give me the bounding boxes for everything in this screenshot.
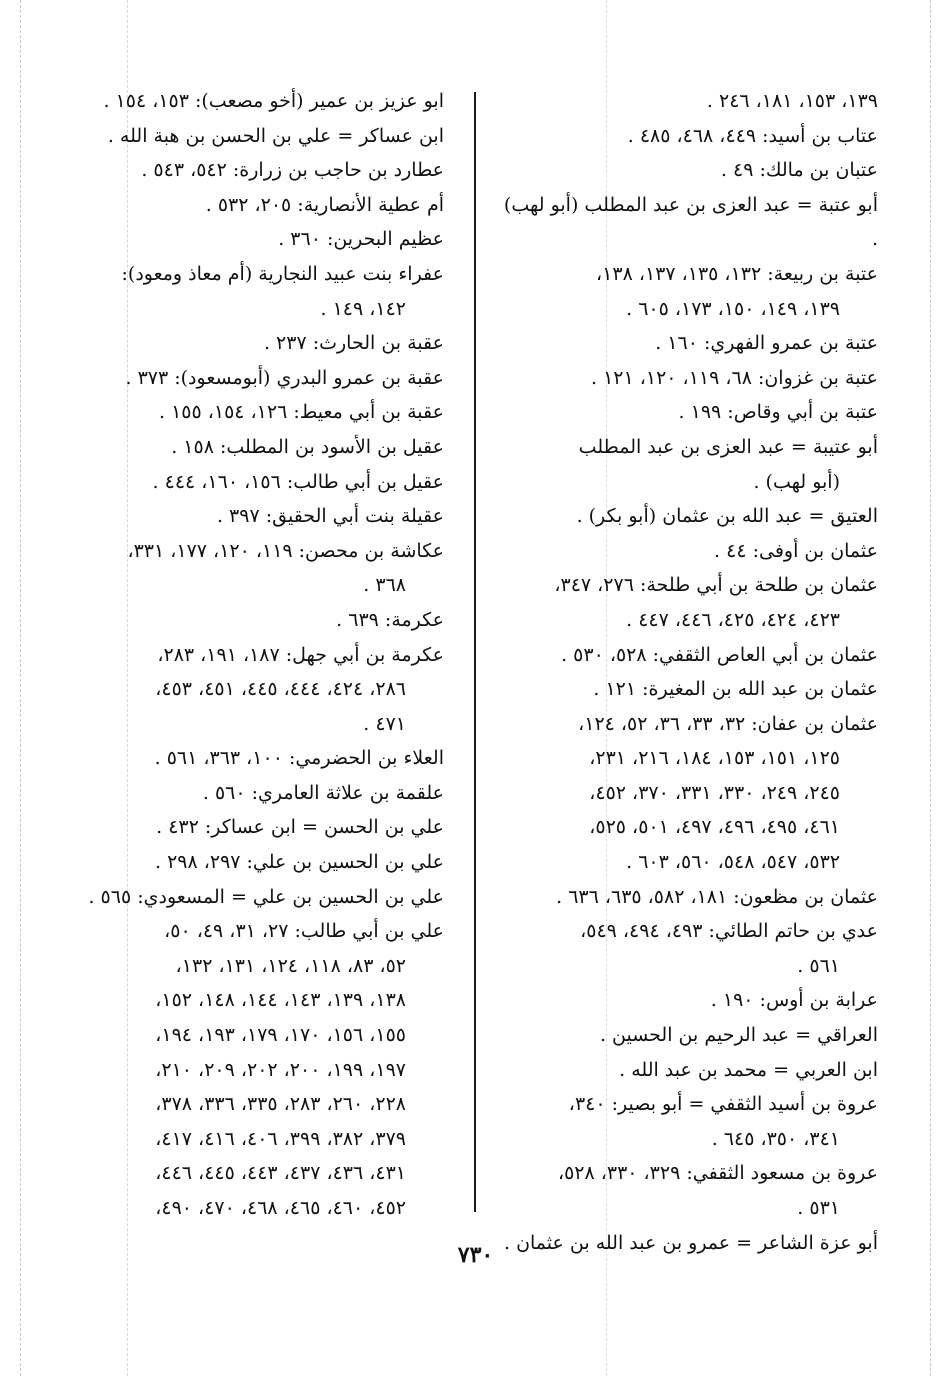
entry-line: عقيل بن الأسود بن المطلب: ١٥٨ . xyxy=(171,435,444,458)
entry-continuation-line: ١٢٥، ١٥١، ١٥٣، ١٨٤، ٢١٦، ٢٣١، xyxy=(589,747,840,770)
entry-line: عثمان بن عبد الله بن المغيرة: ١٢١ . xyxy=(593,678,878,701)
entry-line: علي بن الحسين بن علي: ٢٩٧، ٢٩٨ . xyxy=(154,851,444,874)
index-entry xyxy=(500,499,878,534)
entry-line: عكرمة بن أبي جهل: ١٨٧، ١٩١، ٢٨٣، xyxy=(157,643,444,666)
index-entry xyxy=(500,638,878,673)
index-entry xyxy=(500,672,878,707)
entry-continuation-line: ٥٣٢، ٥٤٧، ٥٤٨، ٥٦٠، ٦٠٣ . xyxy=(626,851,840,874)
index-entry xyxy=(66,534,444,603)
index-entry xyxy=(500,188,878,257)
entry-line: ابن عساكر = علي بن الحسن بن هبة الله . xyxy=(107,124,444,147)
index-entry xyxy=(500,568,878,637)
entry-line: عثمان بن عفان: ٣٢، ٣٣، ٣٦، ٥٢، ١٢٤، xyxy=(578,712,878,735)
entry-line: عتبة بن أبي وقاص: ١٩٩ . xyxy=(678,401,878,424)
entry-line: عثمان بن أبي العاص الثقفي: ٥٢٨، ٥٣٠ . xyxy=(561,643,878,666)
entry-continuation-line: ٥٦١ . xyxy=(797,954,840,977)
entry-continuation-line: ١٣٨، ١٣٩، ١٤٣، ١٤٤، ١٤٨، ١٥٢، xyxy=(155,989,406,1012)
entry-line: ابو عزيز بن عمير (أخو مصعب): ١٥٣، ١٥٤ . xyxy=(103,90,444,112)
entry-continuation-line: ٢٢٨، ٢٦٠، ٢٨٣، ٣٣٥، ٣٣٦، ٣٧٨، xyxy=(155,1093,406,1116)
entry-line: أبو عتيبة = عبد العزى بن عبد المطلب xyxy=(578,435,878,458)
entry-line: عرابة بن أوس: ١٩٠ . xyxy=(710,989,878,1012)
entry-line: عقيل بن أبي طالب: ١٥٦، ١٦٠، ٤٤٤ . xyxy=(152,470,444,493)
index-column-left xyxy=(66,84,444,1226)
entry-line: عكرمة: ٦٣٩ . xyxy=(336,608,444,631)
entry-continuation-line: ٢٤٥، ٢٤٩، ٣٣٠، ٣٣١، ٣٧٠، ٤٥٢، xyxy=(589,781,840,804)
entry-line: عظيم البحرين: ٣٦٠ . xyxy=(278,228,444,251)
index-entry xyxy=(66,222,444,257)
index-entry xyxy=(500,983,878,1018)
index-entry xyxy=(66,257,444,326)
index-entry xyxy=(66,395,444,430)
index-entry xyxy=(500,430,878,499)
index-entry xyxy=(66,499,444,534)
entry-line: ابن العربي = محمد بن عبد الله . xyxy=(619,1058,878,1081)
index-entry xyxy=(66,638,444,742)
index-entry xyxy=(500,84,878,119)
index-entry xyxy=(500,1053,878,1088)
entry-line: عطارد بن حاجب بن زرارة: ٥٤٢، ٥٤٣ . xyxy=(141,159,444,182)
entry-line: عقبة بن الحارث: ٢٣٧ . xyxy=(263,332,444,355)
entry-line: أبو عزة الشاعر = عمرو بن عبد الله بن عثمان . xyxy=(503,1231,878,1254)
index-entry xyxy=(66,776,444,811)
entry-line: العلاء بن الحضرمي: ١٠٠، ٣٦٣، ٥٦١ . xyxy=(154,747,444,770)
entry-continuation-line: ٤٢٣، ٤٢٤، ٤٢٥، ٤٤٦، ٤٤٧ . xyxy=(626,608,840,631)
index-entry xyxy=(500,153,878,188)
entry-line: علي بن الحسن = ابن عساكر: ٤٣٢ . xyxy=(156,816,444,839)
index-entry xyxy=(66,119,444,154)
index-entry xyxy=(66,465,444,500)
entry-line: عكاشة بن محصن: ١١٩، ١٢٠، ١٧٧، ٣٣١، xyxy=(127,539,444,562)
index-column-right xyxy=(500,84,878,1260)
index-entry xyxy=(66,430,444,465)
entry-continuation-line: ٢٨٦، ٤٢٤، ٤٤٤، ٤٤٥، ٤٥١، ٤٥٣، xyxy=(155,678,406,701)
entry-line: عدي بن حاتم الطائي: ٤٩٣، ٤٩٤، ٥٤٩، xyxy=(580,920,878,943)
index-entry xyxy=(500,361,878,396)
entry-line: عتبة بن عمرو الفهري: ١٦٠ . xyxy=(655,332,878,355)
scan-margin-line xyxy=(20,0,22,1376)
entry-line: علي بن الحسين بن علي = المسعودي: ٥٦٥ . xyxy=(88,885,444,908)
entry-line: عروة بن مسعود الثقفي: ٣٢٩، ٣٣٠، ٥٢٨، xyxy=(557,1162,878,1185)
page-number: ٧٣٠ xyxy=(457,1242,494,1268)
entry-line: عثمان بن طلحة بن أبي طلحة: ٢٧٦، ٣٤٧، xyxy=(554,574,878,597)
entry-line: العتيق = عبد الله بن عثمان (أبو بكر) . xyxy=(576,505,878,528)
entry-line: عثمان بن أوفى: ٤٤ . xyxy=(714,539,878,562)
entry-continuation-line: ٥٣١ . xyxy=(797,1197,840,1219)
index-entry xyxy=(500,1018,878,1053)
entry-continuation-line: ١٤٢، ١٤٩ . xyxy=(320,297,406,320)
entry-continuation-line: ٣٤١، ٣٥٠، ٦٤٥ . xyxy=(711,1127,840,1150)
entry-line: عقبة بن أبي معيط: ١٢٦، ١٥٤، ١٥٥ . xyxy=(158,401,444,424)
index-entry xyxy=(500,880,878,915)
entry-line: عثمان بن مظعون: ١٨١، ٥٨٢، ٦٣٥، ٦٣٦ . xyxy=(556,885,878,908)
entry-line: علقمة بن علاثة العامري: ٥٦٠ . xyxy=(202,781,444,804)
entry-continuation-line: ٤٥٢، ٤٦٠، ٤٦٥، ٤٦٨، ٤٧٠، ٤٩٠، xyxy=(155,1197,406,1219)
index-entry xyxy=(500,707,878,880)
index-entry xyxy=(500,1087,878,1156)
index-entry xyxy=(500,326,878,361)
entry-line: عتبة بن ربيعة: ١٣٢، ١٣٥، ١٣٧، ١٣٨، xyxy=(596,262,878,285)
scan-margin-line xyxy=(930,0,932,1376)
index-entry xyxy=(66,914,444,1225)
entry-line: عتبة بن غزوان: ٦٨، ١١٩، ١٢٠، ١٢١ . xyxy=(591,366,878,389)
index-entry xyxy=(66,603,444,638)
entry-line: عقيلة بنت أبي الحقيق: ٣٩٧ . xyxy=(216,505,444,528)
index-entry xyxy=(500,914,878,983)
index-entry xyxy=(66,188,444,223)
index-entry xyxy=(66,880,444,915)
entry-line: عتبان بن مالك: ٤٩ . xyxy=(720,159,878,182)
index-entry xyxy=(500,119,878,154)
index-entry xyxy=(500,257,878,326)
entry-continuation-line: ١٥٥، ١٥٦، ١٧٠، ١٧٩، ١٩٣، ١٩٤، xyxy=(155,1024,406,1047)
entry-line: عروة بن أسيد الثقفي = أبو بصير: ٣٤٠، xyxy=(568,1093,878,1116)
column-divider xyxy=(474,92,476,1212)
entry-line: علي بن أبي طالب: ٢٧، ٣١، ٤٩، ٥٠، xyxy=(164,920,444,943)
entry-line: عفراء بنت عبيد النجارية (أم معاذ ومعود): xyxy=(121,262,444,285)
index-entry xyxy=(66,741,444,776)
index-entry xyxy=(500,534,878,569)
entry-continuation-line: ١٣٩، ١٤٩، ١٥٠، ١٧٣، ٦٠٥ . xyxy=(626,297,840,320)
index-entry xyxy=(66,845,444,880)
index-entry xyxy=(500,395,878,430)
entry-continuation-line: (أبو لهب) . xyxy=(753,470,840,493)
entry-line: أم عطية الأنصارية: ٢٠٥، ٥٣٢ . xyxy=(205,193,444,216)
index-entry xyxy=(500,1156,878,1225)
index-entry xyxy=(66,84,444,119)
index-entry xyxy=(66,326,444,361)
entry-line: العراقي = عبد الرحيم بن الحسين . xyxy=(599,1024,878,1047)
entry-line: ١٣٩، ١٥٣، ١٨١، ٢٤٦ . xyxy=(706,90,878,112)
entry-continuation-line: ٤٧١ . xyxy=(363,712,406,735)
index-entry xyxy=(66,153,444,188)
entry-line: عقبة بن عمرو البدري (أبومسعود): ٣٧٣ . xyxy=(125,366,444,389)
entry-continuation-line: ٤٦١، ٤٩٥، ٤٩٦، ٤٩٧، ٥٠١، ٥٢٥، xyxy=(589,816,840,839)
entry-continuation-line: ٣٦٨ . xyxy=(363,574,406,597)
entry-continuation-line: ٥٢، ٨٣، ١١٨، ١٢٤، ١٣١، ١٣٢، xyxy=(175,954,406,977)
entry-line: عتاب بن أسيد: ٤٤٩، ٤٦٨، ٤٨٥ . xyxy=(627,124,878,147)
entry-line: أبو عتبة = عبد العزى بن عبد المطلب (أبو لهب) . xyxy=(503,193,878,251)
entry-continuation-line: ٣٧٩، ٣٨٢، ٣٩٩، ٤٠٦، ٤١٦، ٤١٧، xyxy=(155,1127,406,1150)
index-entry xyxy=(66,361,444,396)
index-entry xyxy=(66,810,444,845)
entry-continuation-line: ٤٣١، ٤٣٦، ٤٣٧، ٤٤٣، ٤٤٥، ٤٤٦، xyxy=(155,1162,406,1185)
entry-continuation-line: ١٩٧، ١٩٩، ٢٠٠، ٢٠٢، ٢٠٩، ٢١٠، xyxy=(155,1058,406,1081)
